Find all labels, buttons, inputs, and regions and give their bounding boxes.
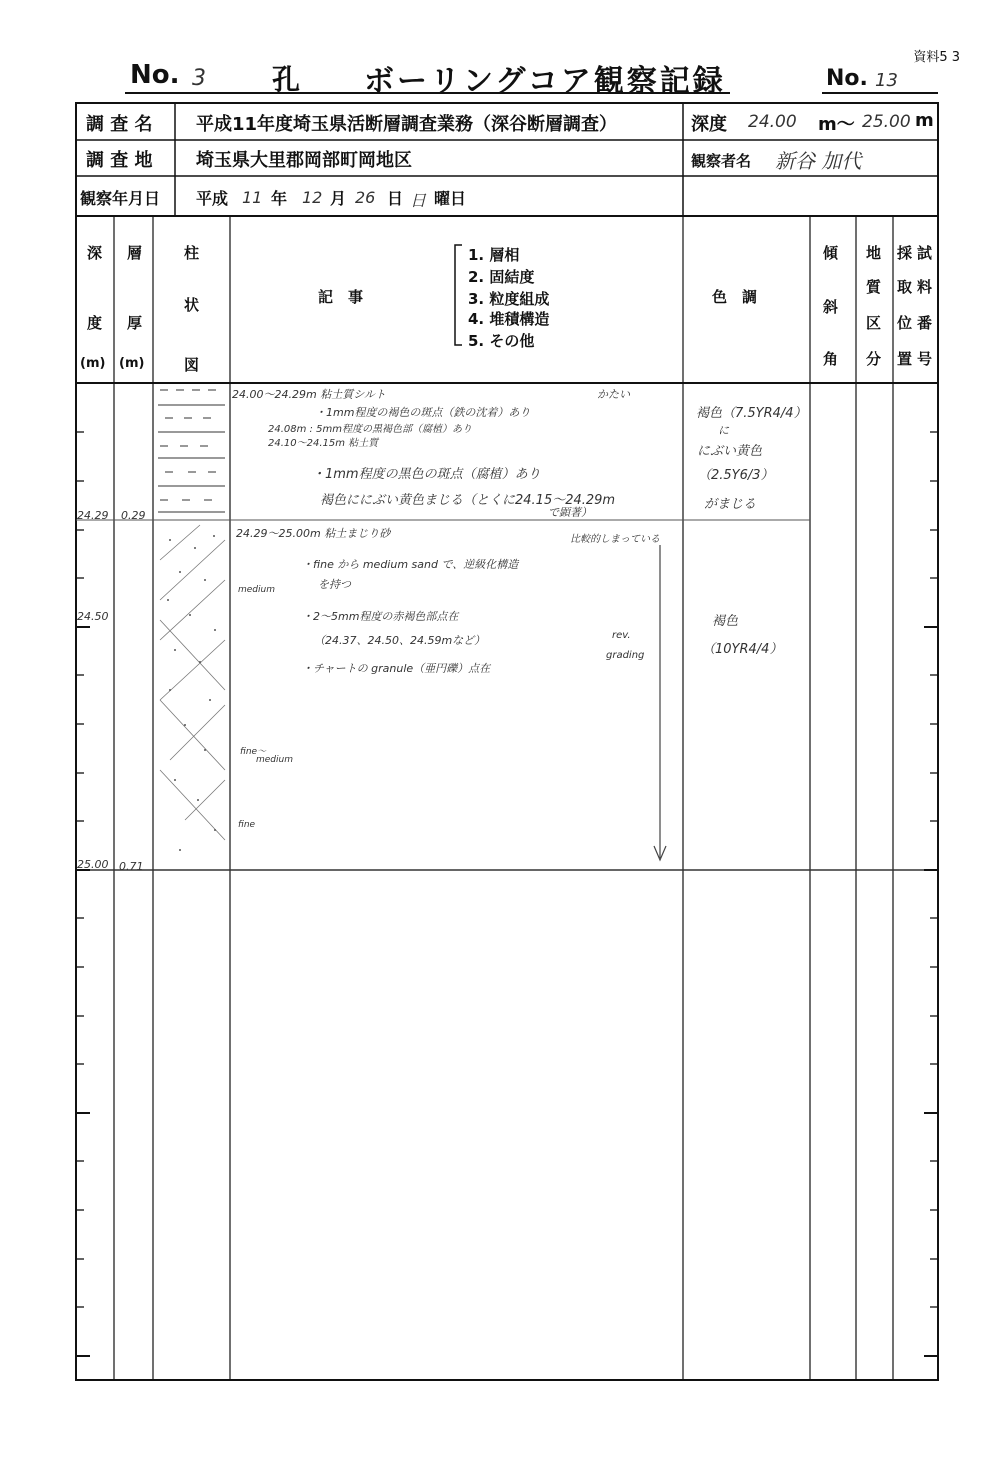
layer2-note: 比較的しまっている bbox=[570, 534, 660, 545]
depth-to: 25.00 bbox=[862, 112, 911, 132]
layer2-note: rev. bbox=[612, 630, 631, 641]
column-note: medium bbox=[256, 755, 293, 765]
desc-item-3: 3. 粒度組成 bbox=[468, 290, 550, 308]
depth-unit: m bbox=[915, 110, 934, 131]
depth-label: 深度 bbox=[691, 114, 727, 135]
layer1-note: で顕著） bbox=[548, 506, 592, 519]
header-geo-4: 分 bbox=[866, 350, 882, 368]
header-column-2: 状 bbox=[184, 296, 200, 314]
hole-number: 3 bbox=[192, 66, 206, 91]
header-geo-2: 質 bbox=[866, 278, 882, 296]
header-sample-7: 番 bbox=[917, 314, 933, 332]
header-sample-8: 号 bbox=[917, 350, 933, 368]
sheet-number: 13 bbox=[875, 70, 898, 91]
location-value: 埼玉県大里郡岡部町岡地区 bbox=[196, 150, 412, 171]
depth-mark: 24.50 bbox=[77, 610, 109, 623]
header-depth-unit: (m) bbox=[80, 356, 106, 371]
layer1-color: がまじる bbox=[704, 497, 757, 512]
header-sample-4: 置 bbox=[897, 350, 913, 368]
layer2-note: grading bbox=[606, 650, 645, 661]
location-label: 調 査 地 bbox=[86, 150, 153, 171]
header-sample-1: 採 bbox=[897, 244, 913, 262]
header-dip-1: 傾 bbox=[823, 244, 839, 262]
date-day-unit: 日 bbox=[387, 189, 404, 208]
hole-number-prefix: No. bbox=[130, 60, 180, 90]
layer2-note: ・fine から medium sand で、逆級化構造 bbox=[302, 558, 519, 571]
layer1-thickness: 0.29 bbox=[121, 509, 146, 522]
header-description: 記 事 bbox=[318, 288, 364, 306]
date-weekday: 日 bbox=[410, 191, 427, 210]
date-day: 26 bbox=[355, 188, 376, 207]
layer1-color: （2.5Y6/3） bbox=[698, 468, 774, 483]
header-column-1: 柱 bbox=[184, 244, 200, 262]
date-month: 12 bbox=[302, 188, 323, 207]
column-note: medium bbox=[238, 585, 275, 595]
desc-item-2: 2. 固結度 bbox=[468, 268, 535, 286]
layer1-note: 褐色ににぶい黄色まじる（とくに24.15〜24.29m bbox=[320, 493, 616, 508]
date-label: 観察年月日 bbox=[80, 189, 161, 208]
observer-name: 新谷 加代 bbox=[775, 149, 862, 173]
layer1-note: 24.00〜24.29m 粘土質シルト bbox=[232, 388, 386, 401]
header-depth-mid: 度 bbox=[87, 314, 103, 332]
header-thickness-top: 層 bbox=[127, 244, 143, 262]
survey-name-label: 調 査 名 bbox=[86, 114, 153, 135]
column-pattern-sand bbox=[160, 525, 225, 840]
layer1-note: かたい bbox=[597, 388, 630, 401]
desc-item-5: 5. その他 bbox=[468, 332, 535, 350]
survey-name-value: 平成11年度埼玉県活断層調査業務（深谷断層調査） bbox=[196, 114, 618, 135]
layer1-bottom-depth: 24.29 bbox=[77, 509, 109, 522]
layer2-thickness: 0.71 bbox=[119, 860, 144, 873]
layer2-color: 褐色 bbox=[712, 614, 739, 629]
header-thickness-mid: 厚 bbox=[127, 314, 143, 332]
layer2-note: を持つ bbox=[318, 578, 351, 591]
header-dip-2: 斜 bbox=[823, 298, 839, 316]
layer1-note: ・1mm程度の褐色の斑点（鉄の沈着）あり bbox=[315, 406, 531, 419]
layer2-note: （24.37、24.50、24.59mなど） bbox=[314, 634, 486, 647]
header-dip-3: 角 bbox=[823, 350, 839, 368]
header-sample-3: 位 bbox=[897, 314, 913, 332]
header-thickness-unit: (m) bbox=[119, 356, 145, 371]
header-color: 色 調 bbox=[712, 288, 758, 306]
column-pattern-silt bbox=[158, 390, 225, 512]
header-sample-2: 取 bbox=[897, 278, 913, 296]
header-geo-3: 区 bbox=[866, 314, 882, 332]
date-era: 平成 bbox=[196, 189, 229, 208]
layer1-note: 24.08m : 5mm程度の黒褐色部（腐植）あり bbox=[268, 424, 472, 435]
date-weekday-unit: 曜日 bbox=[434, 189, 467, 208]
sheet-number-prefix: No. bbox=[826, 66, 868, 91]
layer1-color: 褐色（7.5YR4/4） bbox=[696, 406, 807, 421]
document-id: 資料5 3 bbox=[913, 50, 960, 65]
date-month-unit: 月 bbox=[330, 189, 347, 208]
header-sample-6: 料 bbox=[917, 278, 933, 296]
desc-item-1: 1. 層相 bbox=[468, 246, 520, 264]
column-note: fine〜 bbox=[240, 747, 267, 757]
layer2-note: ・2〜5mm程度の赤褐色部点在 bbox=[302, 610, 459, 623]
header-geo-1: 地 bbox=[866, 244, 882, 262]
depth-from: 24.00 bbox=[748, 112, 797, 132]
layer1-color: に bbox=[718, 424, 729, 437]
desc-item-4: 4. 堆積構造 bbox=[468, 310, 550, 328]
layer2-note: ・チャートの granule（亜円礫）点在 bbox=[302, 662, 491, 675]
header-depth-top: 深 bbox=[87, 244, 103, 262]
observer-label: 観察者名 bbox=[691, 152, 752, 170]
page-title: ボーリングコア観察記録 bbox=[364, 64, 726, 99]
depth-separator: m〜 bbox=[818, 114, 855, 135]
date-year: 11 bbox=[242, 188, 263, 207]
header-column-3: 図 bbox=[184, 356, 200, 374]
column-note: fine bbox=[238, 820, 256, 830]
layer2-bottom-depth: 25.00 bbox=[77, 858, 109, 871]
layer2-note: 24.29〜25.00m 粘土まじり砂 bbox=[236, 527, 391, 540]
date-year-unit: 年 bbox=[271, 189, 288, 208]
layer1-note: ・1mm程度の黒色の斑点（腐植）あり bbox=[312, 467, 541, 482]
header-sample-5: 試 bbox=[917, 244, 933, 262]
hole-number-suffix: 孔 bbox=[272, 63, 301, 96]
layer1-note: 24.10〜24.15m 粘土質 bbox=[268, 438, 379, 449]
layer2-color: （10YR4/4） bbox=[702, 642, 783, 657]
layer1-color: にぶい黄色 bbox=[697, 444, 763, 459]
